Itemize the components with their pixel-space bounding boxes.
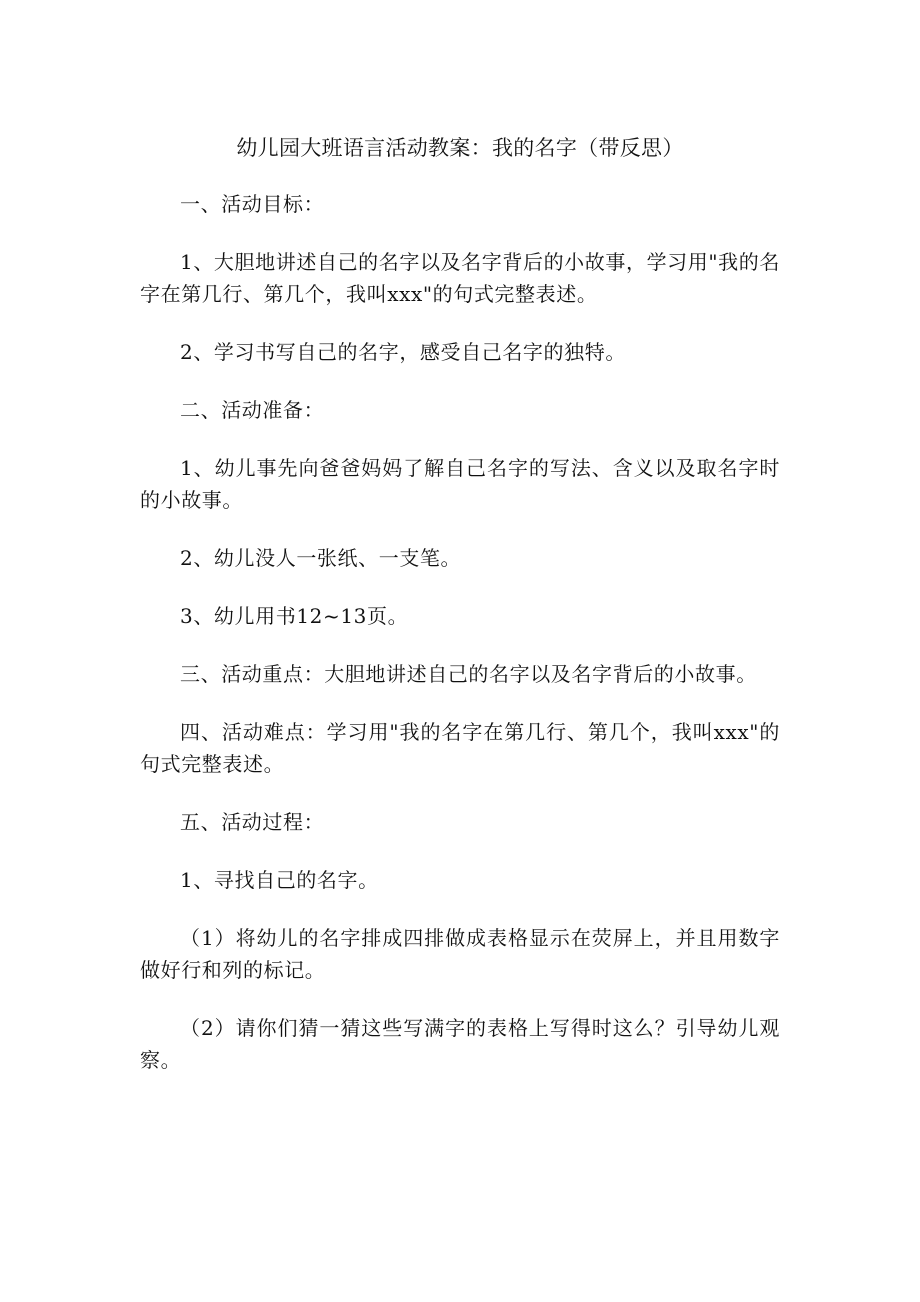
paragraph-goal-1: 1、大胆地讲述自己的名字以及名字背后的小故事，学习用"我的名字在第几行、第几个，我叫xxx"的句式完整表述。 [140, 250, 780, 306]
paragraph-preparation-3: 3、幼儿用书12~13页。 [180, 604, 409, 628]
section-key-point: 三、活动重点：大胆地讲述自己的名字以及名字背后的小故事。 [180, 662, 757, 686]
section-heading-preparation: 二、活动准备： [180, 398, 325, 422]
paragraph-preparation-2: 2、幼儿没人一张纸、一支笔。 [180, 546, 462, 570]
paragraph-process-1-1: （1）将幼儿的名字排成四排做成表格显示在荧屏上，并且用数字做好行和列的标记。 [140, 926, 780, 982]
section-heading-goals: 一、活动目标： [180, 192, 325, 216]
paragraph-goal-2: 2、学习书写自己的名字，感受自己名字的独特。 [180, 340, 626, 364]
document-body [140, 188, 780, 1102]
paragraph-preparation-1: 1、幼儿事先向爸爸妈妈了解自己名字的写法、含义以及取名字时的小故事。 [140, 456, 780, 512]
paragraph-process-1-2: （2）请你们猜一猜这些写满字的表格上写得时这么？引导幼儿观察。 [140, 1016, 780, 1072]
paragraph-process-1: 1、寻找自己的名字。 [180, 868, 379, 892]
section-heading-process: 五、活动过程： [180, 810, 325, 834]
section-difficulty: 四、活动难点：学习用"我的名字在第几行、第几个，我叫xxx"的句式完整表述。 [140, 720, 780, 776]
document-title: 幼儿园大班语言活动教案：我的名字（带反思） [236, 136, 684, 160]
